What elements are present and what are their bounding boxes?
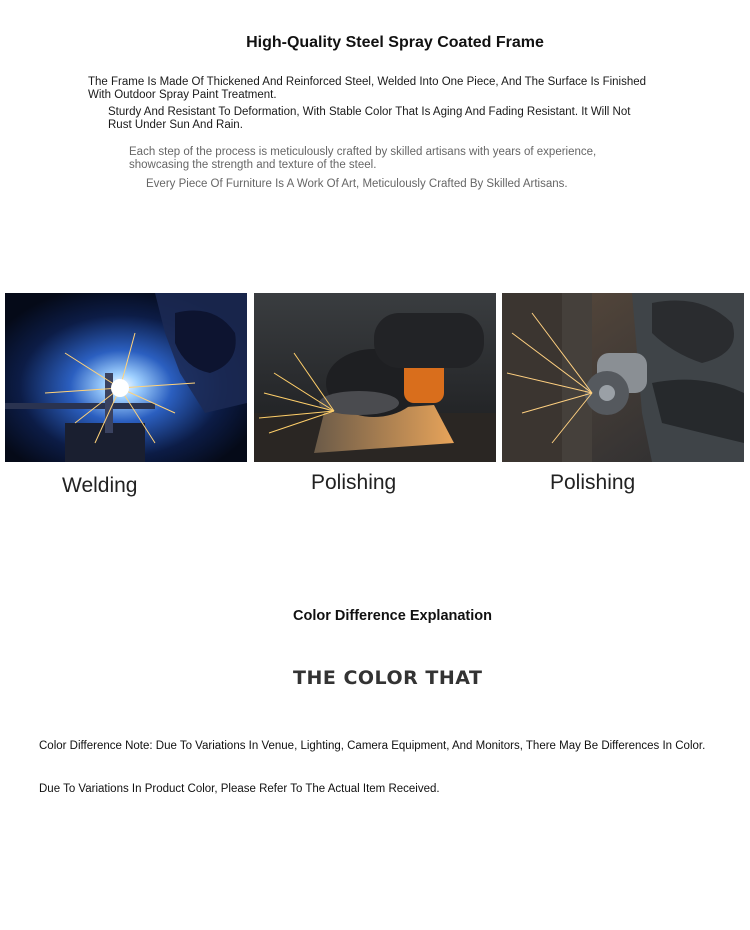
artwork-paragraph: Every Piece Of Furniture Is A Work Of Art, Meticulously Crafted By Skilled Artisans. bbox=[146, 178, 568, 190]
durability-paragraph: Sturdy And Resistant To Deformation, With Stable Color That Is Aging And Fading Resistant. It Will Not Rust Under Sun And Rain. bbox=[108, 106, 631, 131]
page-title: High-Quality Steel Spray Coated Frame bbox=[246, 34, 544, 51]
color-difference-note: Color Difference Note: Due To Variations In Venue, Lighting, Camera Equipment, And Monitors, There May Be Differences In Color. bbox=[39, 740, 706, 752]
polishing-caption-2: Polishing bbox=[550, 471, 636, 494]
color-banner-text: THE COLOR THAT bbox=[293, 667, 483, 689]
gloved-grinding-photo bbox=[502, 293, 744, 462]
angle-grinder-photo bbox=[254, 293, 496, 462]
frame-description-paragraph: The Frame Is Made Of Thickened And Reinforced Steel, Welded Into One Piece, And The Surface Is Finished With Outdoor Spray Paint Treatment. bbox=[88, 76, 647, 101]
craftsmanship-paragraph: Each step of the process is meticulously crafted by skilled artisans with years of experience, showcasing the strength and texture of the steel. bbox=[129, 146, 597, 171]
welding-photo bbox=[5, 293, 247, 462]
color-difference-title: Color Difference Explanation bbox=[293, 608, 493, 624]
polishing-caption-1: Polishing bbox=[311, 471, 397, 494]
welding-caption: Welding bbox=[62, 474, 138, 497]
product-color-note: Due To Variations In Product Color, Please Refer To The Actual Item Received. bbox=[39, 783, 440, 795]
